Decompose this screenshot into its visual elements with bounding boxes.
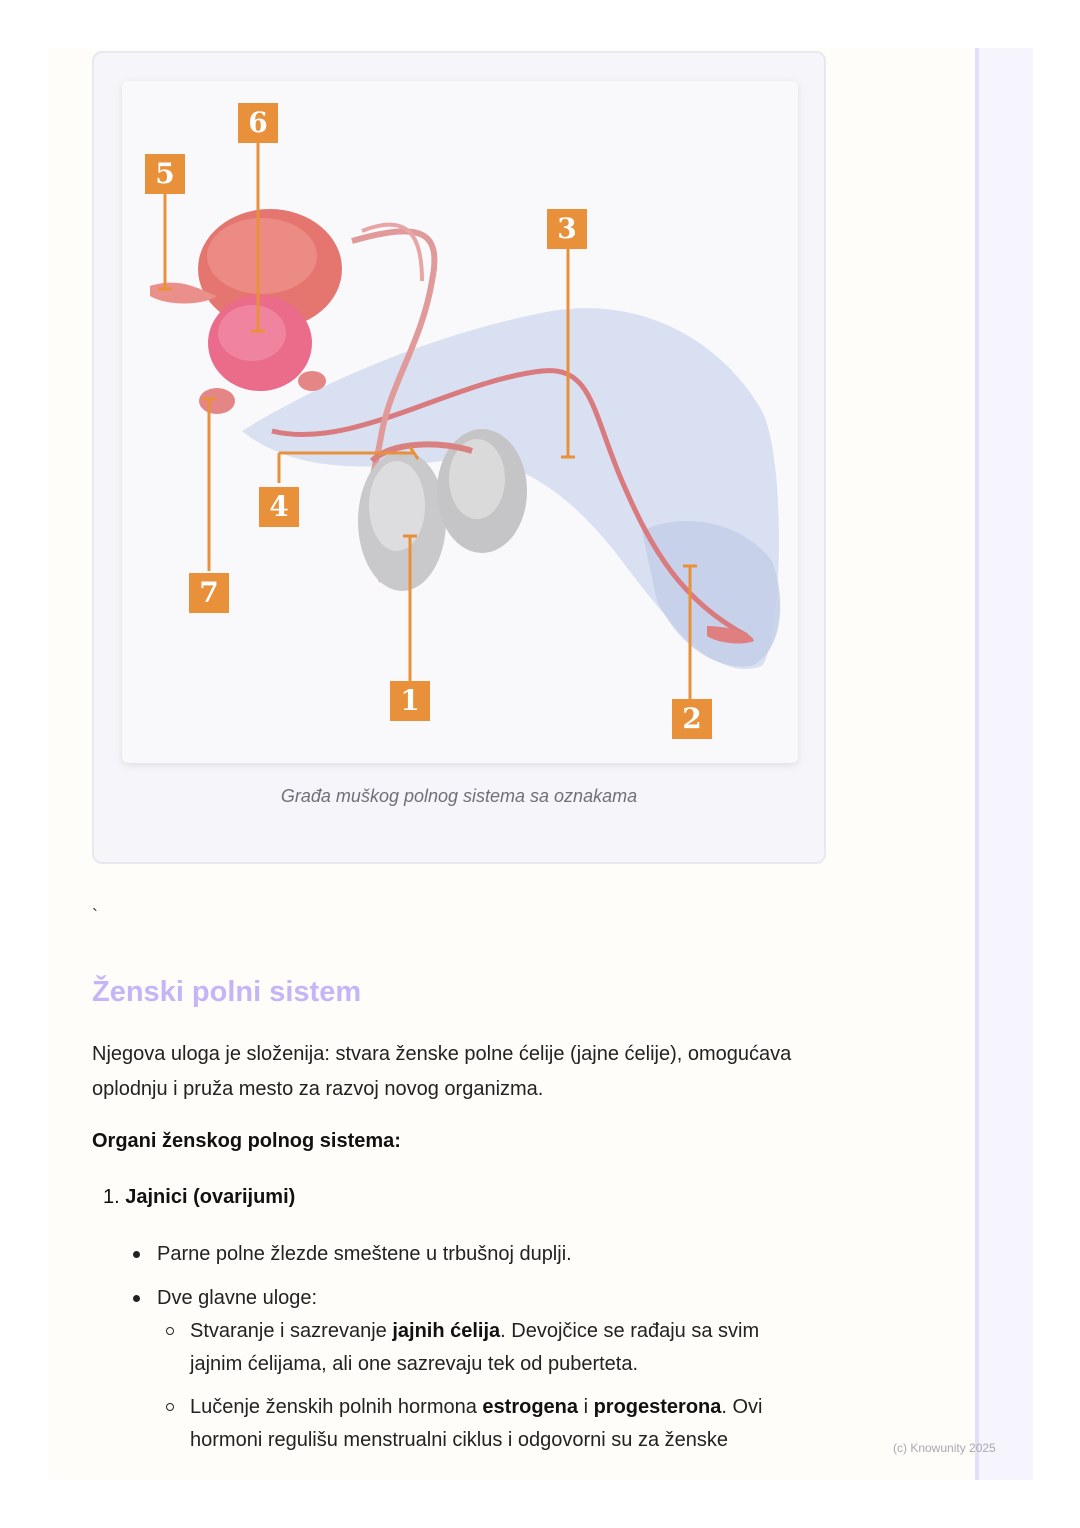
organs-heading: Organi ženskog polnog sistema: [92, 1130, 401, 1152]
sub-bullet-text: jajnim ćelijama, ali one sazrevaju tek od puberteta. [190, 1353, 639, 1375]
label-6-text: 6 [248, 106, 268, 139]
intro-paragraph: Njegova uloga je složenija: stvara ženske polne ćelije (jajne ćelije), omogućava oplodnju i pruža mesto za razvoj novog organizma. [92, 1043, 792, 1100]
stray-backtick: ` [92, 906, 98, 926]
label-2-text: 2 [682, 702, 702, 735]
side-panel [975, 48, 1033, 1480]
sub-bullet-text: i [578, 1396, 594, 1418]
bullet-item [157, 1282, 317, 1315]
label-box-1 [390, 681, 430, 721]
sub-bullet-bold: progesterona [593, 1396, 722, 1418]
bullet-circle-icon [166, 1403, 174, 1411]
bullet-text: Parne polne žlezde smeštene u trbušnoj duplji. [157, 1243, 572, 1265]
sub-bullet-bold: jajnih ćelija [392, 1320, 501, 1342]
bullet-circle-icon [166, 1327, 174, 1335]
sub-bullet-text: . Devojčice se rađaju sa svim [500, 1320, 760, 1342]
bullet-dot-icon [133, 1295, 140, 1302]
label-box-3 [547, 209, 587, 249]
sub-bullet-item [190, 1315, 810, 1381]
figure-caption: Građa muškog polnog sistema sa oznakama [280, 786, 638, 806]
label-box-5 [145, 154, 185, 194]
label-7-text: 7 [199, 576, 219, 609]
bullet-text: Dve glavne uloge: [157, 1287, 318, 1309]
label-box-4 [259, 487, 299, 527]
bullet-dot-icon [133, 1251, 140, 1258]
section-title: Ženski polni sistem [92, 976, 362, 1008]
label-box-6 [238, 103, 278, 143]
sub-bullet-text: . Ovi [721, 1396, 763, 1418]
label-4-text: 4 [269, 490, 289, 523]
ordered-item-title: Jajnici (ovarijumi) [125, 1186, 296, 1208]
label-box-2 [672, 699, 712, 739]
label-box-7 [189, 573, 229, 613]
sub-bullet-text: hormoni regulišu menstrualni ciklus i odgovorni su za ženske [190, 1429, 729, 1451]
sub-bullet-item [190, 1391, 810, 1457]
watermark: (c) Knowunity 2025 [893, 1441, 996, 1455]
label-5-text: 5 [155, 157, 175, 190]
label-1-text: 1 [400, 684, 420, 717]
anatomy-illustration [122, 81, 798, 763]
sub-bullet-bold: estrogena [482, 1396, 579, 1418]
sub-bullet-text: Stvaranje i sazrevanje [190, 1320, 393, 1342]
ordered-item-1 [103, 1186, 295, 1209]
bullet-item [157, 1238, 572, 1271]
label-3-text: 3 [557, 212, 577, 245]
ordered-item-number: 1. [103, 1186, 120, 1208]
sub-bullet-text: Lučenje ženskih polnih hormona [190, 1396, 483, 1418]
